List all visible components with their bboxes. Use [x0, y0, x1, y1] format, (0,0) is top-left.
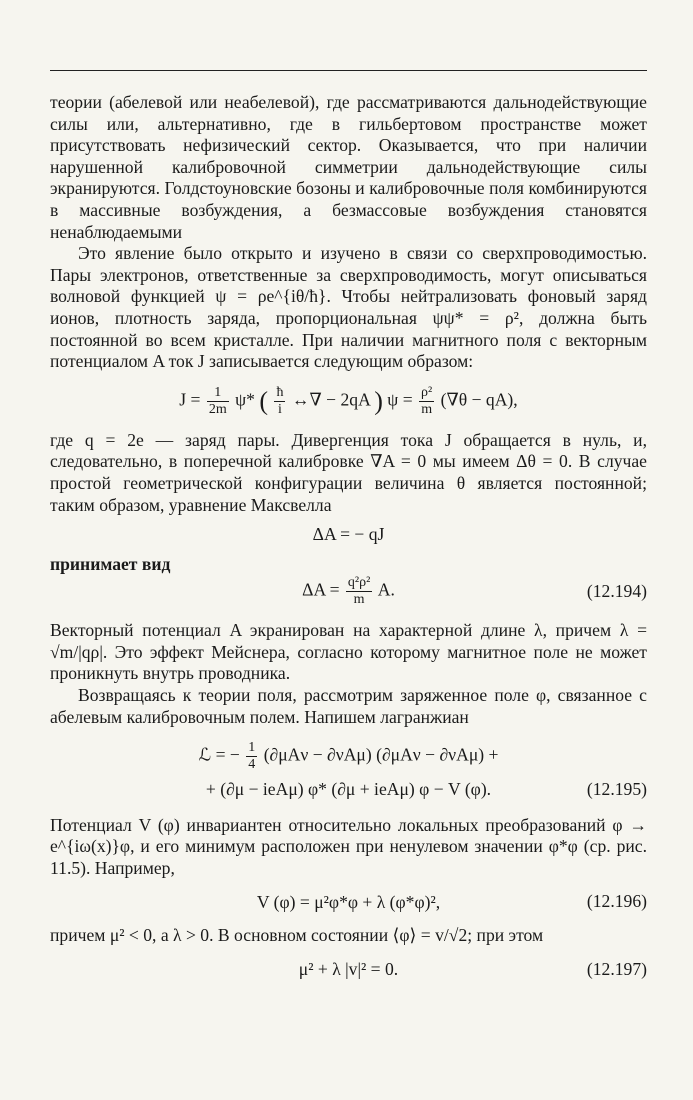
eq-current-minus: − 2qA	[326, 389, 370, 410]
eq194-rhs: A.	[377, 579, 395, 600]
equation-current	[50, 385, 647, 418]
frac2-num: ħ	[276, 384, 284, 400]
eq195-frac	[246, 740, 257, 773]
equation-12-195	[50, 740, 647, 801]
eq-current-frac3	[419, 385, 434, 418]
eq196-number: (12.196)	[586, 891, 647, 912]
eq197-number: (12.197)	[586, 958, 647, 979]
frac3-num: ρ²	[421, 384, 433, 400]
eq197-text: μ² + λ |v|² = 0.	[298, 958, 399, 979]
accepts-word: вид	[141, 553, 171, 574]
paragraph-7: причем μ² < 0, а λ > 0. В основном состоянии ⟨φ⟩ = v/√2; при этом	[50, 925, 544, 946]
eq-current-rparen: )	[374, 386, 383, 416]
paragraph-2: Это явление было открыто и изучено в связи со сверхпроводимостью. Пары электронов, ответственные за сверхпроводимость, могут описываться волновой функцией ψ = ρe^{iθ/ħ}. Чтобы нейтрализовать фоновый заряд ионов, плотность заряда, пропорциональная ψψ* = ρ², должна быть постоянной во всем кристалле. При наличии магнитного поля с векторным потенциалом A ток J записывается следующим образом:	[50, 243, 647, 372]
page-body	[50, 92, 647, 992]
eq-current-rhs: (∇θ − qA),	[440, 389, 518, 410]
eq195-lagr: ℒ = −	[198, 744, 240, 765]
paragraph-5: Возвращаясь к теории поля, рассмотрим заряженное поле φ, связанное с абелевым калибровочным полем. Напишем лагранжиан	[50, 685, 647, 727]
eq196-text: V (φ) = μ²φ*φ + λ (φ*φ)²,	[256, 891, 441, 912]
eq-current-lparen: (	[259, 386, 269, 416]
eq-current-nabla: ↔∇	[291, 389, 322, 410]
equation-12-196	[50, 892, 647, 914]
paragraph-4: Векторный потенциал A экранирован на характерной длине λ, причем λ = √m/|qρ|. Это эффект Мейснера, согласно которому магнитное поле не может проникнуть внутрь проводника.	[50, 620, 647, 684]
eq194-num: q²ρ²	[347, 575, 371, 591]
accepts-form	[50, 554, 647, 576]
eq195-number: (12.195)	[586, 779, 647, 800]
eq195-den: 4	[248, 757, 256, 773]
eq194-den: m	[353, 592, 365, 608]
frac3-den: m	[421, 401, 433, 417]
eq195-line2: + (∂μ − ieAμ) φ* (∂μ + ieAμ) φ − V (φ).	[205, 779, 492, 800]
accepts-prefix: принимает	[50, 553, 138, 574]
eq194-number: (12.194)	[586, 580, 647, 601]
eq-current-psi: ψ =	[387, 389, 413, 410]
paragraph-6: Потенциал V (φ) инвариантен относительно локальных преобразований φ → e^{iω(x)}φ, и его минимум расположен при ненулевом значении φ*φ (ср. рис. 11.5). Например,	[50, 814, 647, 879]
eq-current-psistar: ψ*	[235, 389, 255, 410]
eq195-num: 1	[248, 740, 256, 756]
eq194-lhs: ΔA =	[302, 579, 340, 600]
frac2-den: i	[278, 401, 282, 417]
equation-maxwell: ΔA = − qJ	[312, 524, 385, 545]
paragraph-3: где q = 2e — заряд пары. Дивергенция тока J обращается в нуль, и, следовательно, в поперечной калибровке ∇A = 0 мы имеем Δθ = 0. В случае простой геометрической конфигурации величина θ является постоянной; таким образом, уравнение Максвелла	[50, 429, 647, 515]
header-rule	[50, 70, 647, 71]
equation-12-197	[50, 959, 647, 981]
eq195-line1-rest: (∂μAν − ∂νAμ) (∂μAν − ∂νAμ) +	[263, 744, 499, 765]
frac1-den: 2m	[208, 401, 227, 417]
eq-current-lhs: J =	[179, 389, 201, 410]
frac1-num: 1	[207, 385, 229, 402]
equation-12-194	[50, 575, 647, 608]
eq-current-frac1	[207, 385, 229, 418]
paragraph-1: теории (абелевой или неабелевой), где рассматриваются дальнодействующие силы или, альтернативно, где в гильбертовом пространстве может присутствовать нефизический сектор. Оказывается, что при наличии нарушенной калибровочной симметрии дальнодействующие силы экранируются. Голдстоуновские бозоны и калибровочные поля комбинируются в массивные возбуждения, а безмассовые возбуждения становятся ненаблюдаемыми	[50, 92, 647, 242]
eq195-line1	[50, 740, 647, 773]
eq195-line2-row	[50, 779, 647, 801]
eq-current-frac2	[274, 385, 285, 418]
eq194-frac	[346, 575, 372, 608]
